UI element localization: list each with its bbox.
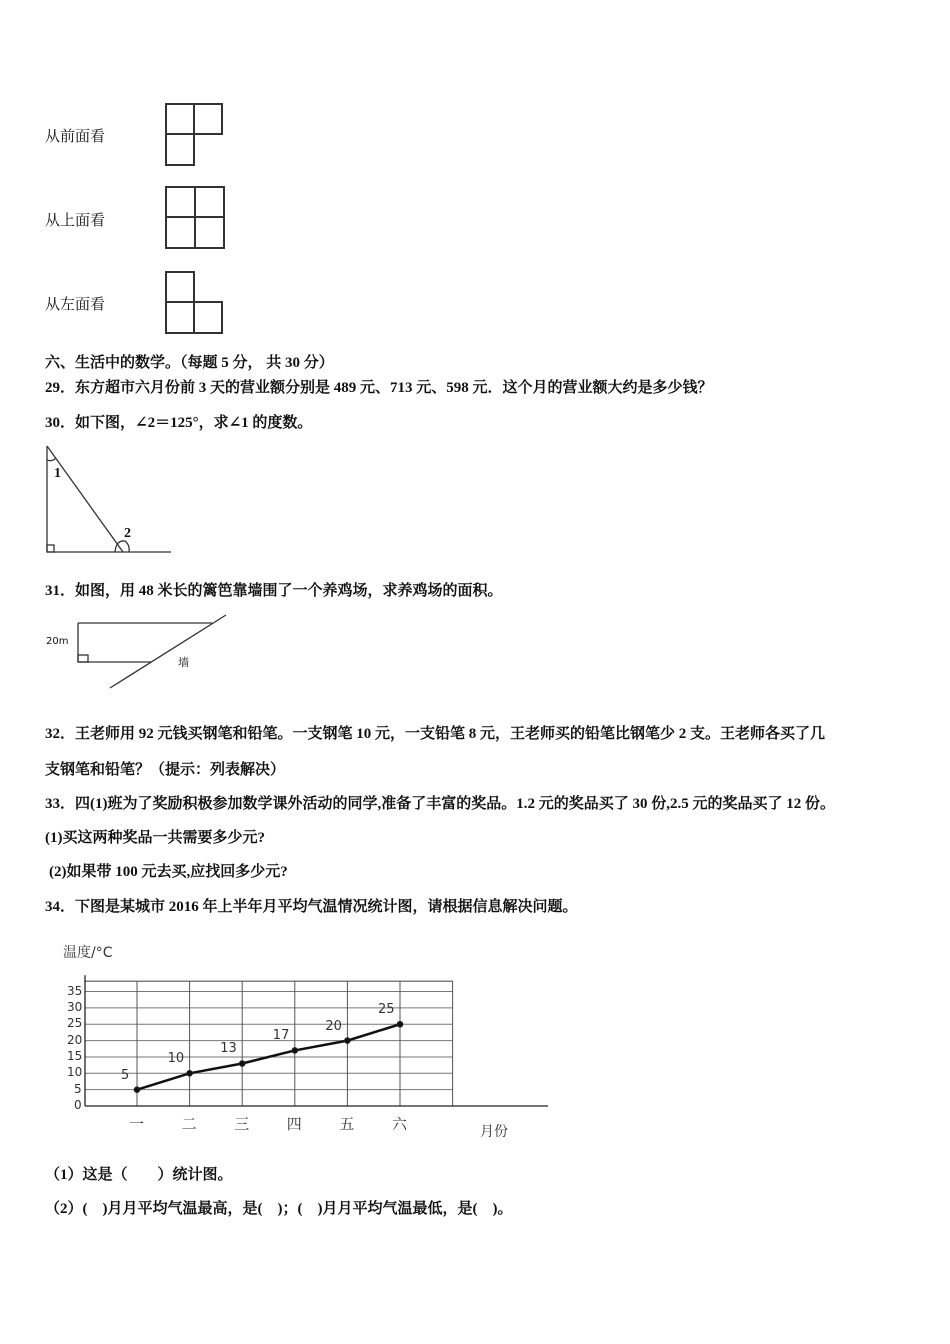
angle-1-label: 1 [54,466,61,481]
question-33-part1: (1)买这两种奖品一共需要多少元? [45,830,265,846]
x-tick-label: 五 [339,1115,355,1133]
data-label: 5 [121,1067,130,1083]
data-label: 17 [272,1028,290,1044]
question-34-part2: （2）( )月月平均气温最高，是( )；( )月月平均气温最低，是( )。 [45,1201,513,1217]
question-30: 30．如下图，∠2＝125°，求∠1 的度数。 [45,415,313,431]
data-label: 13 [220,1041,237,1057]
view-front-label: 从前面看 [45,129,106,145]
data-label: 20 [325,1018,342,1034]
chicken-yard-figure [78,615,226,688]
x-tick-label: 四 [286,1115,302,1133]
data-point [187,1071,193,1077]
x-tick-label: 一 [129,1115,145,1133]
x-tick-label: 三 [234,1115,250,1133]
data-label: 10 [167,1051,185,1067]
y-tick-label: 5 [74,1081,82,1096]
y-tick-label: 30 [67,999,83,1014]
front-view-figure [166,104,222,165]
y-tick-label: 0 [74,1098,82,1112]
view-top-label: 从上面看 [45,213,106,229]
top-view-figure [166,187,224,248]
question-29: 29．东方超市六月份前 3 天的营业额分别是 489 元、713 元、598 元．这个月的营业额大约是多少钱？ [45,380,713,396]
y-tick-label: 25 [67,1016,83,1031]
y-tick-label: 35 [67,983,83,998]
question-33-part2: (2)如果带 100 元去买,应找回多少元? [49,864,288,880]
side-length-label: 20m [46,636,69,647]
data-point [134,1087,140,1093]
question-32-line2: 支钢笔和铅笔？（提示：列表解决） [45,762,286,778]
question-33: 33．四(1)班为了奖励积极参加数学课外活动的同学,准备了丰富的奖品。1.2 元的奖品买了 30 份,2.5 元的奖品买了 12 份。 [45,796,835,812]
question-34: 34．下图是某城市 2016 年上半年月平均气温情况统计图，请根据信息解决问题。 [45,899,578,915]
data-point [397,1021,403,1027]
wall-label: 墙 [178,656,189,669]
chart-x-label: 月份 [480,1124,508,1140]
view-left-label: 从左面看 [45,297,106,313]
data-point [345,1038,351,1044]
triangle-figure [47,446,171,552]
question-34-part1: （1）这是（ ）统计图。 [45,1167,233,1183]
x-tick-label: 二 [181,1115,197,1133]
angle-2-label: 2 [124,526,131,541]
y-tick-label: 20 [67,1032,83,1047]
y-tick-label: 15 [67,1048,83,1063]
temperature-chart [85,975,548,1106]
question-32-line1: 32．王老师用 92 元钱买钢笔和铅笔。一支钢笔 10 元，一支铅笔 8 元，王老师买的铅笔比钢笔少 2 支。王老师各买了几 [45,726,826,742]
question-31: 31．如图，用 48 米长的篱笆靠墙围了一个养鸡场，求养鸡场的面积。 [45,583,503,599]
left-view-figure [166,272,222,333]
x-tick-label: 六 [392,1115,408,1133]
section-title: 六、生活中的数学。（每题 5 分， 共 30 分） [45,355,334,371]
data-label: 25 [378,1002,395,1018]
data-point [292,1048,298,1054]
y-tick-label: 10 [67,1065,83,1080]
chart-y-label: 温度/°C [63,945,113,961]
data-point [239,1061,245,1067]
